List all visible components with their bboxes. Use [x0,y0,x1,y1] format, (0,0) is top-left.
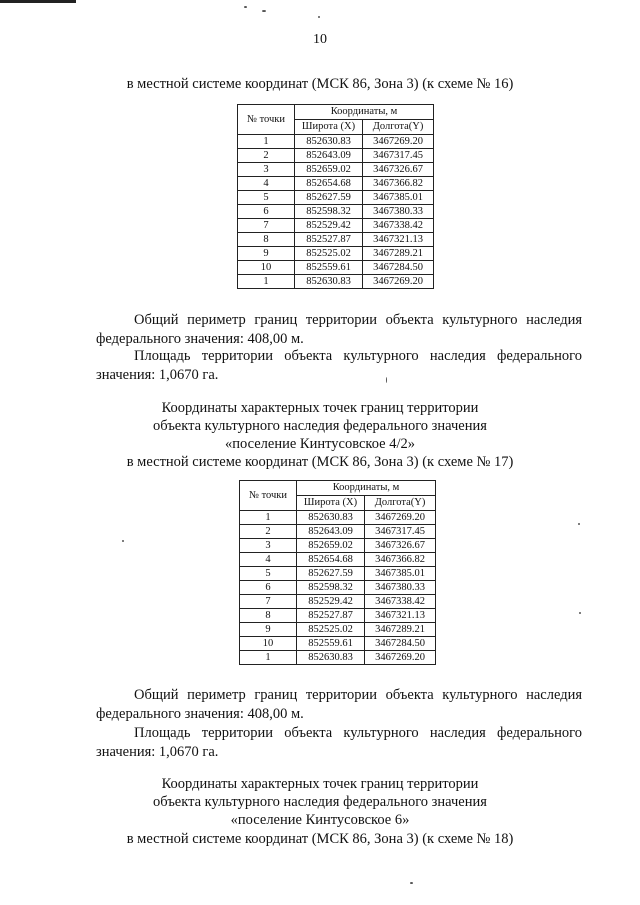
perimeter-text-17: Общий периметр границ территории объекта культурного наследия федерального значения: 408,00 м. [96,687,582,722]
latitude-cell: 852527.87 [295,233,363,247]
latitude-cell: 852630.83 [295,275,363,289]
point-number-cell: 4 [240,553,297,567]
latitude-cell: 852627.59 [295,191,363,205]
title-line-2: объекта культурного наследия федерального значения [153,794,487,810]
latitude-cell: 852643.09 [297,525,365,539]
latitude-cell: 852527.87 [297,609,365,623]
scan-speck [410,882,413,884]
header-coordinates: Координаты, м [295,105,434,120]
perimeter-text-16: Общий периметр границ территории объекта культурного наследия федерального значения: 408,00 м. [96,312,582,347]
latitude-cell: 852525.02 [295,247,363,261]
title-line-3: «поселение Кинтусовское 4/2» [225,436,415,452]
table-row [240,525,436,539]
title-line-3: «поселение Кинтусовское 6» [230,812,410,828]
point-number-cell: 3 [238,163,295,177]
scan-speck [318,16,320,18]
table-row [240,609,436,623]
point-number-cell: 1 [240,651,297,665]
table-row [240,539,436,553]
longitude-cell: 3467380.33 [365,581,436,595]
scan-speck [122,540,124,542]
longitude-cell: 3467289.21 [365,623,436,637]
point-number-cell: 7 [238,219,295,233]
table-row [240,567,436,581]
system-line-17: в местной системе координат (МСК 86, Зона 3) (к схеме № 17) [126,454,514,470]
table-row [238,135,434,149]
longitude-cell: 3467385.01 [365,567,436,581]
table-row [238,163,434,177]
scan-speck [262,10,266,12]
table-row [240,623,436,637]
point-number-cell: 10 [240,637,297,651]
latitude-cell: 852529.42 [295,219,363,233]
coordinates-table-16 [237,104,434,289]
longitude-cell: 3467326.67 [363,163,434,177]
scan-speck [578,523,580,525]
longitude-cell: 3467338.42 [363,219,434,233]
system-line-18: в местной системе координат (МСК 86, Зона 3) (к схеме № 18) [126,831,514,847]
table-row [240,553,436,567]
scan-speck [386,377,387,383]
longitude-cell: 3467366.82 [365,553,436,567]
longitude-cell: 3467269.20 [365,651,436,665]
longitude-cell: 3467317.45 [365,525,436,539]
longitude-cell: 3467380.33 [363,205,434,219]
latitude-cell: 852654.68 [297,553,365,567]
system-line-16: в местной системе координат (МСК 86, Зона 3) (к схеме № 16) [126,76,514,92]
point-number-cell: 8 [240,609,297,623]
scan-speck [579,612,581,614]
longitude-cell: 3467269.20 [365,511,436,525]
table-row [238,205,434,219]
scan-speck [244,6,247,8]
latitude-cell: 852654.68 [295,177,363,191]
latitude-cell: 852525.02 [297,623,365,637]
header-latitude: Широта (X) [297,496,365,511]
point-number-cell: 7 [240,595,297,609]
latitude-cell: 852659.02 [295,163,363,177]
latitude-cell: 852627.59 [297,567,365,581]
longitude-cell: 3467317.45 [363,149,434,163]
title-line-1: Координаты характерных точек границ территории [161,400,479,416]
longitude-cell: 3467284.50 [365,637,436,651]
coordinates-table-17 [239,480,436,665]
table-row [240,595,436,609]
table-row [240,581,436,595]
latitude-cell: 852559.61 [297,637,365,651]
latitude-cell: 852643.09 [295,149,363,163]
area-text-16: Площадь территории объекта культурного наследия федерального значения: 1,0670 га. [96,348,582,383]
point-number-cell: 9 [238,247,295,261]
table-row [238,219,434,233]
scan-edge-line [0,0,76,3]
header-coordinates: Координаты, м [297,481,436,496]
point-number-cell: 9 [240,623,297,637]
point-number-cell: 2 [238,149,295,163]
title-line-2: объекта культурного наследия федерального значения [153,418,487,434]
latitude-cell: 852630.83 [295,135,363,149]
table-row [240,637,436,651]
latitude-cell: 852659.02 [297,539,365,553]
point-number-cell: 8 [238,233,295,247]
latitude-cell: 852598.32 [297,581,365,595]
point-number-cell: 2 [240,525,297,539]
page-number: 10 [313,32,327,47]
table-row [238,233,434,247]
longitude-cell: 3467269.20 [363,275,434,289]
longitude-cell: 3467321.13 [363,233,434,247]
point-number-cell: 1 [238,275,295,289]
latitude-cell: 852598.32 [295,205,363,219]
point-number-cell: 1 [240,511,297,525]
point-number-cell: 6 [240,581,297,595]
longitude-cell: 3467284.50 [363,261,434,275]
table-row [238,177,434,191]
area-text-17: Площадь территории объекта культурного наследия федерального значения: 1,0670 га. [96,725,582,760]
longitude-cell: 3467366.82 [363,177,434,191]
header-longitude: Долгота(Y) [363,120,434,135]
longitude-cell: 3467385.01 [363,191,434,205]
longitude-cell: 3467338.42 [365,595,436,609]
header-longitude: Долгота(Y) [365,496,436,511]
point-number-cell: 4 [238,177,295,191]
table-row [240,511,436,525]
table-row [238,261,434,275]
header-latitude: Широта (X) [295,120,363,135]
table-row [238,247,434,261]
header-point-number: № точки [238,105,295,135]
point-number-cell: 5 [240,567,297,581]
point-number-cell: 5 [238,191,295,205]
point-number-cell: 1 [238,135,295,149]
point-number-cell: 10 [238,261,295,275]
title-line-1: Координаты характерных точек границ территории [161,776,479,792]
point-number-cell: 3 [240,539,297,553]
table-row [238,149,434,163]
point-number-cell: 6 [238,205,295,219]
longitude-cell: 3467326.67 [365,539,436,553]
longitude-cell: 3467321.13 [365,609,436,623]
latitude-cell: 852630.83 [297,651,365,665]
latitude-cell: 852529.42 [297,595,365,609]
header-point-number: № точки [240,481,297,511]
latitude-cell: 852559.61 [295,261,363,275]
table-row [240,651,436,665]
table-row [238,191,434,205]
latitude-cell: 852630.83 [297,511,365,525]
longitude-cell: 3467289.21 [363,247,434,261]
table-row [238,275,434,289]
longitude-cell: 3467269.20 [363,135,434,149]
